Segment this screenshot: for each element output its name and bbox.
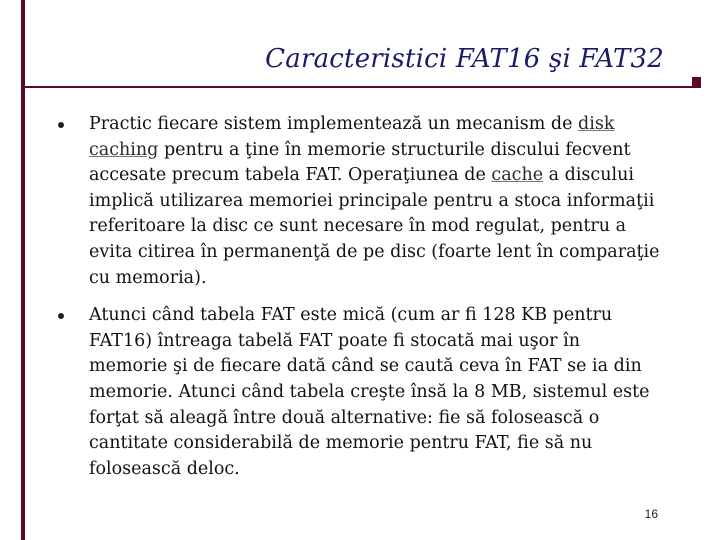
slide-title: Caracteristici FAT16 şi FAT32 — [265, 44, 664, 74]
page-number: 16 — [644, 507, 658, 521]
bullet-1-text-c: a discului implică utilizarea memoriei principale pentru a stoca informaţii referitoare la disc ce sunt necesare în mod regulat, pentru a evita citirea în permanenţă de pe disc (foarte lent în comparaţie cu memoria). — [89, 165, 660, 288]
bullet-item-1 — [58, 112, 663, 291]
bullet-item-2 — [58, 303, 663, 482]
bullet-1-text-a: Practic fiecare sistem implementează un mecanism de — [89, 114, 579, 134]
left-accent-bar — [21, 0, 25, 540]
bullet-2-text: Atunci când tabela FAT este mică (cum ar fi 128 KB pentru FAT16) întreaga tabelă FAT poate fi stocată mai uşor în memorie şi de fiecare dată când se caută ceva în FAT se ia din memorie. Atunci când tabela creşte însă la 8 MB, sistemul este forţat să aleagă între două alternative: fie să folosească o cantitate considerabilă de memorie pentru FAT, fie să nu folosească deloc. — [89, 305, 650, 479]
cache-link[interactable]: cache — [491, 165, 544, 186]
content-body — [58, 112, 663, 494]
bullet-1-text-b: pentru a ţine în memorie structurile discului fecvent accesate precum tabela FAT. Operaţiunea de — [89, 139, 631, 186]
title-divider-tab — [692, 77, 701, 88]
disk-caching-link[interactable]: disk caching — [89, 114, 615, 160]
bullet-dot-icon — [58, 313, 64, 319]
bullet-dot-icon — [58, 122, 64, 128]
title-divider — [21, 86, 701, 88]
